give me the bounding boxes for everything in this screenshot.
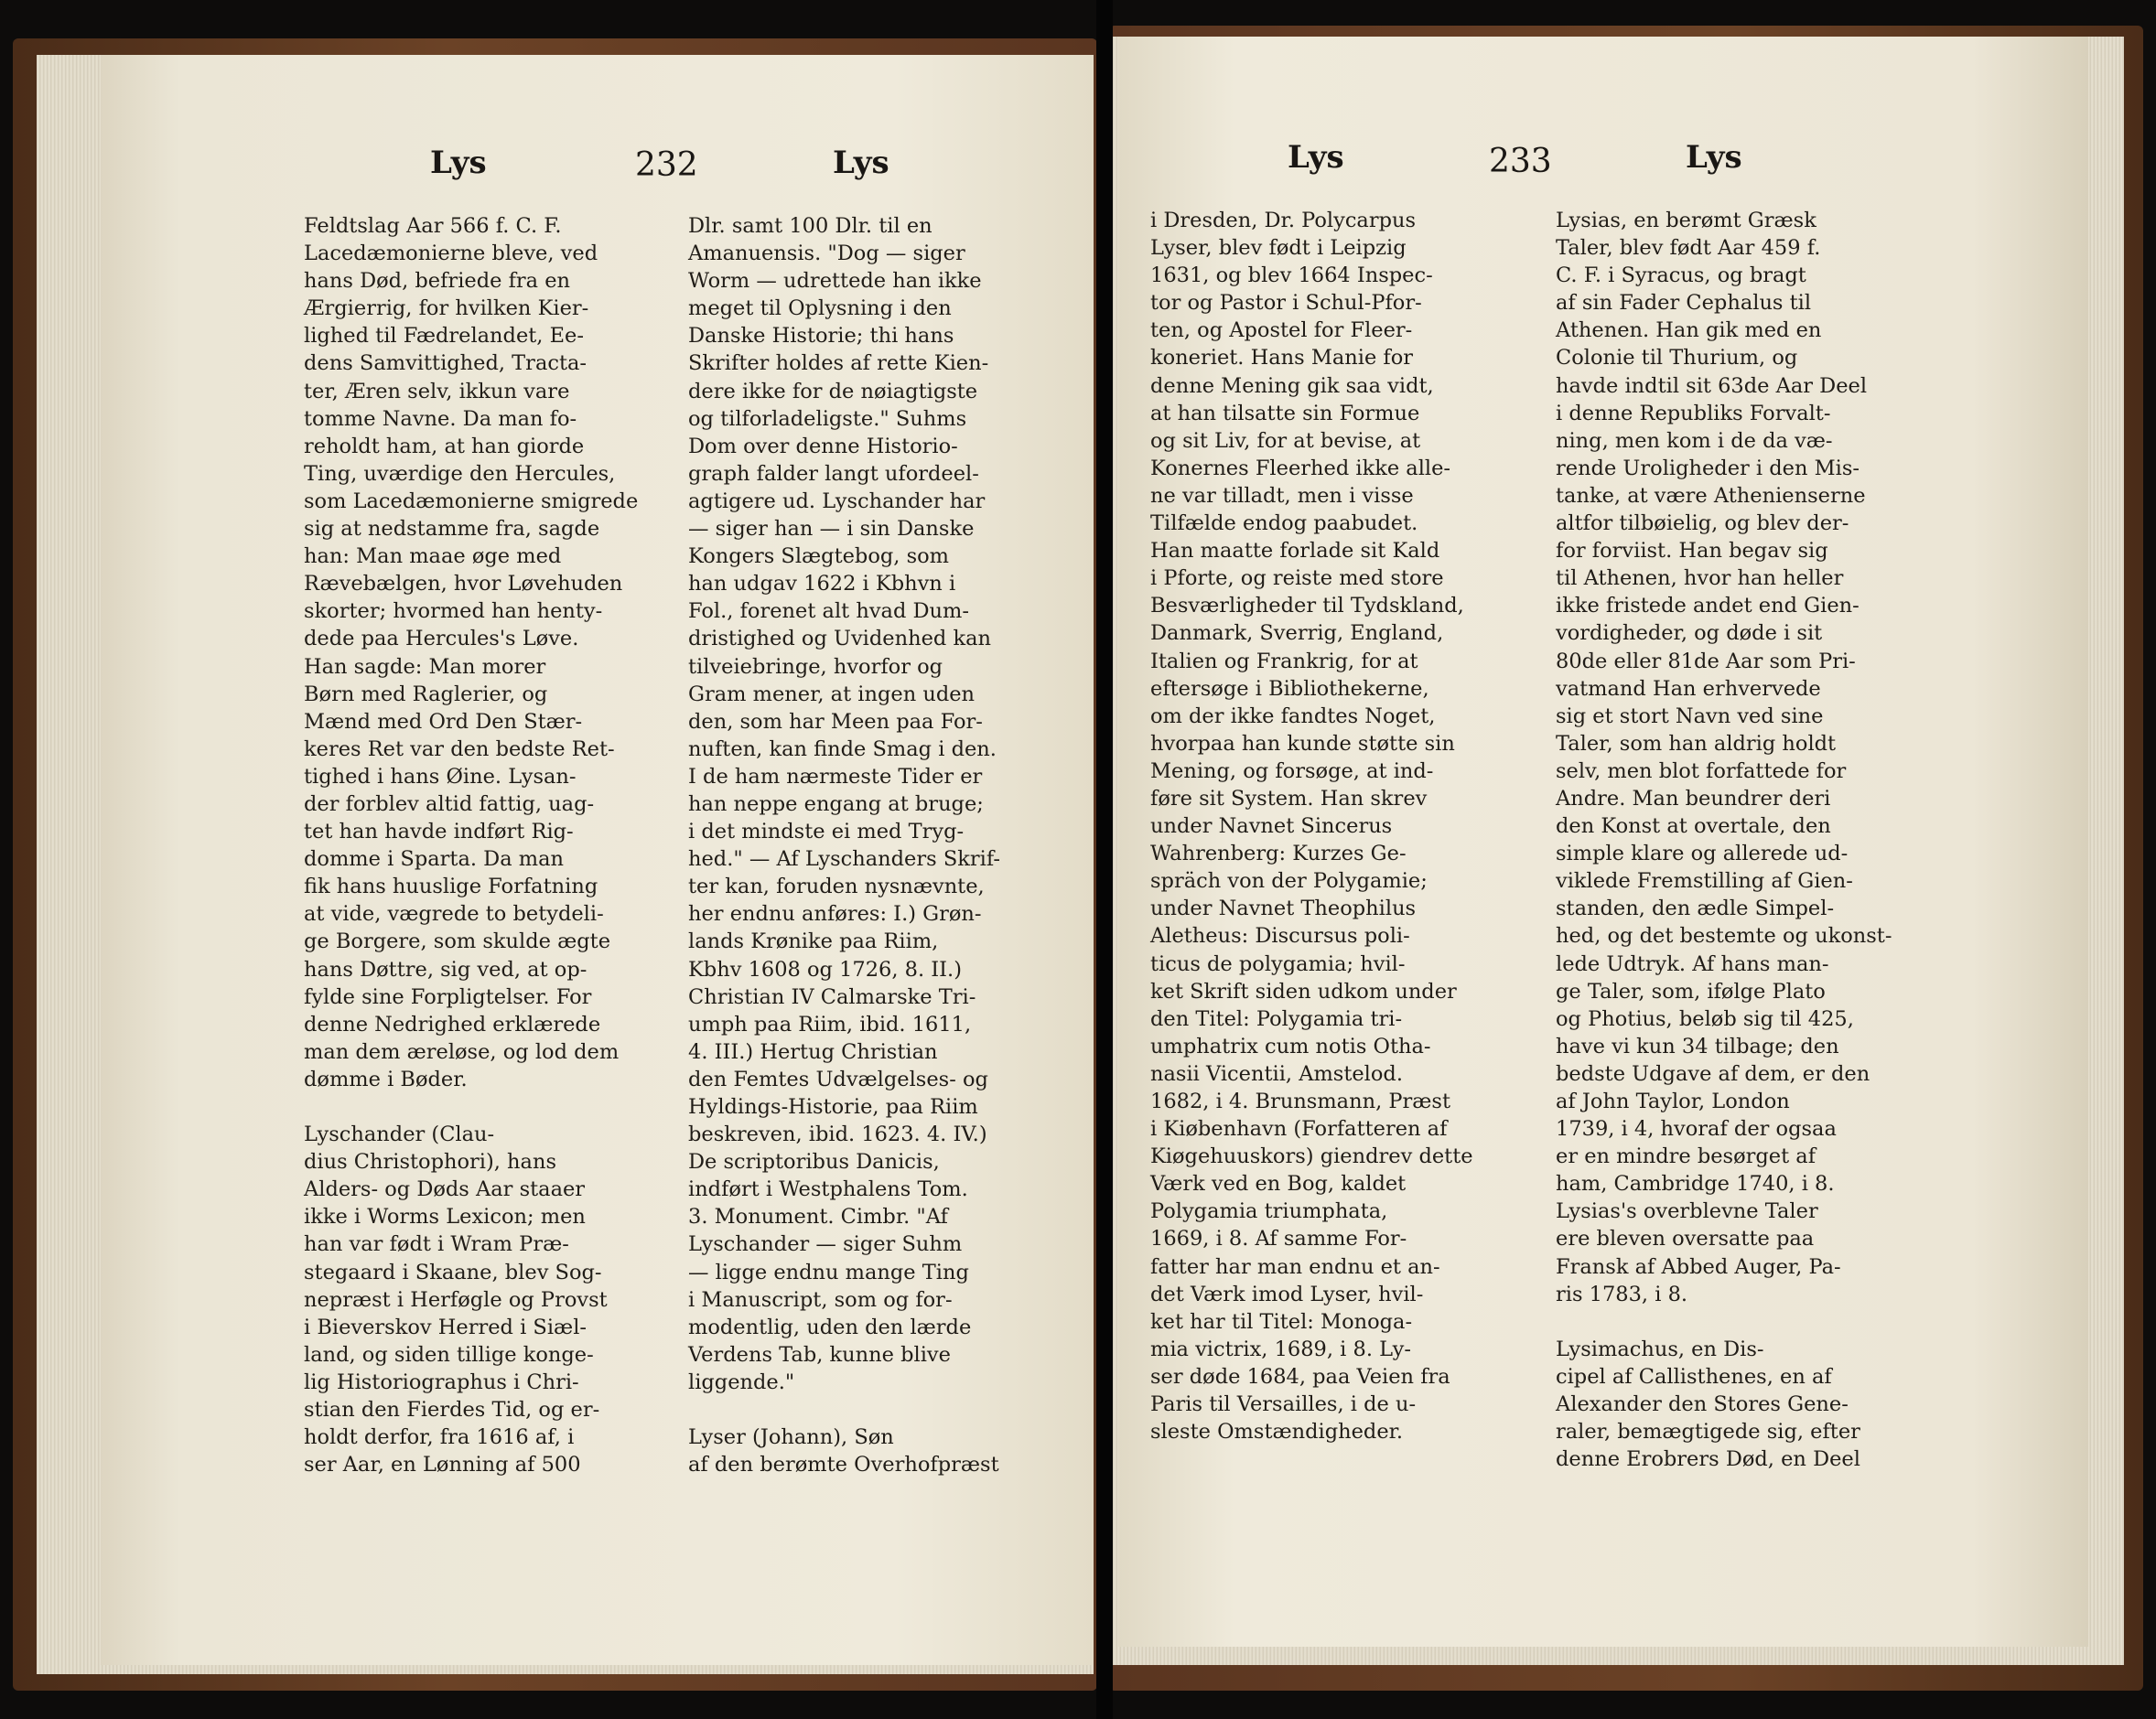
scan-divider bbox=[1096, 0, 1113, 1719]
text-line: lands Krønike paa Riim, bbox=[688, 929, 939, 954]
text-line: Værk ved en Bog, kaldet bbox=[1150, 1172, 1407, 1197]
text-line: Danske Historie; thi hans bbox=[688, 324, 954, 349]
text-line: Lysias, en berømt Græsk bbox=[1556, 209, 1816, 232]
text-line: domme i Sparta. Da man bbox=[304, 847, 565, 872]
text-line: Ærgierrig, for hvilken Kier- bbox=[304, 296, 589, 321]
text-line: er en mindre besørget af bbox=[1556, 1144, 1816, 1169]
text-line: land, og siden tillige konge- bbox=[304, 1342, 594, 1367]
text-line: og tilforladeligste." Suhms bbox=[688, 406, 967, 431]
text-line: Christian IV Calmarske Tri- bbox=[688, 984, 976, 1009]
text-line: Aletheus: Discursus poli- bbox=[1150, 924, 1410, 949]
text-line: meget til Oplysning i den bbox=[688, 296, 952, 321]
text-line: Rævebælgen, hvor Løvehuden bbox=[304, 572, 623, 596]
text-line: ket Skrift siden udkom under bbox=[1150, 979, 1457, 1004]
text-line: koneriet. Hans Manie for bbox=[1150, 346, 1414, 371]
text-line: Kiøgehuuskors) giendrev dette bbox=[1150, 1144, 1473, 1169]
text-line: agtigere ud. Lyschander har bbox=[688, 489, 986, 513]
text-line: modentlig, uden den lærde bbox=[688, 1315, 972, 1339]
text-line: tet han havde indført Rig- bbox=[304, 820, 574, 844]
text-line: tilveiebringe, hvorfor og bbox=[688, 654, 943, 679]
text-line: tomme Navne. Da man fo- bbox=[304, 406, 577, 431]
text-line: Ting, uværdige den Hercules, bbox=[304, 461, 616, 486]
text-line: reholdt ham, at han giorde bbox=[304, 434, 585, 458]
text-line: Børn med Raglerier, og bbox=[304, 682, 548, 706]
right-page-column-1 bbox=[1150, 207, 1473, 1445]
text-line: om der ikke fandtes Noget, bbox=[1150, 704, 1436, 728]
right-page bbox=[1118, 37, 2088, 1647]
right-page-header-right-word: Lys bbox=[1686, 139, 1742, 176]
text-line: for forviist. Han begav sig bbox=[1556, 539, 1828, 564]
text-line: at han tilsatte sin Formue bbox=[1150, 401, 1420, 425]
text-line: — siger han — i sin Danske bbox=[688, 517, 975, 542]
left-page-header-right-word: Lys bbox=[833, 145, 889, 181]
text-line: af John Taylor, London bbox=[1556, 1090, 1790, 1113]
text-line: dere ikke for de nøiagtigste bbox=[688, 379, 978, 403]
text-line: have vi kun 34 tilbage; den bbox=[1556, 1034, 1839, 1058]
text-line: i denne Republiks Forvalt- bbox=[1556, 401, 1831, 425]
text-line: Italien og Frankrig, for at bbox=[1150, 649, 1418, 673]
text-line: i Bieverskov Herred i Siæl- bbox=[304, 1315, 587, 1339]
right-page-number: 233 bbox=[1489, 143, 1552, 180]
text-line: den Titel: Polygamia tri- bbox=[1150, 1006, 1403, 1031]
text-line: han neppe engang at bruge; bbox=[688, 791, 984, 816]
text-line: den, som har Meen paa For- bbox=[688, 709, 983, 734]
text-line: 1682, i 4. Brunsmann, Præst bbox=[1150, 1090, 1451, 1113]
text-line: Athenen. Han gik med en bbox=[1556, 318, 1822, 343]
text-line: mia victrix, 1689, i 8. Ly- bbox=[1150, 1337, 1411, 1361]
text-line: Konernes Fleerhed ikke alle- bbox=[1150, 456, 1451, 480]
text-line: nuften, kan finde Smag i den. bbox=[688, 736, 997, 761]
text-line: Mænd med Ord Den Stær- bbox=[304, 709, 583, 734]
text-line: raler, bemægtigede sig, efter bbox=[1556, 1420, 1860, 1445]
text-line: i det mindste ei med Tryg- bbox=[688, 820, 965, 844]
right-page-header-left-word: Lys bbox=[1288, 139, 1344, 176]
text-line: af den berømte Overhofpræst bbox=[688, 1453, 999, 1477]
text-line: Taler, blev født Aar 459 f. bbox=[1556, 236, 1821, 261]
text-line: den Femtes Udvælgelses- og bbox=[688, 1067, 988, 1091]
text-line: Gram mener, at ingen uden bbox=[688, 682, 976, 706]
text-line: det Værk imod Lyser, hvil- bbox=[1150, 1282, 1424, 1306]
text-line: her endnu anføres: I.) Grøn- bbox=[688, 902, 982, 927]
text-line: tor og Pastor i Schul-Pfor- bbox=[1150, 291, 1422, 316]
text-line: ham, Cambridge 1740, i 8. bbox=[1556, 1172, 1835, 1197]
text-line: 1669, i 8. Af samme For- bbox=[1150, 1227, 1407, 1252]
text-line: ten, og Apostel for Fleer- bbox=[1150, 318, 1413, 343]
text-line: han udgav 1622 i Kbhvn i bbox=[688, 572, 956, 596]
text-line: Alders- og Døds Aar staaer bbox=[304, 1177, 586, 1202]
text-line: spräch von der Polygamie; bbox=[1150, 869, 1428, 894]
text-line: Tilfælde endog paabudet. bbox=[1150, 511, 1418, 536]
text-line: den Konst at overtale, den bbox=[1556, 814, 1831, 839]
text-line: 1739, i 4, hvoraf der ogsaa bbox=[1556, 1117, 1837, 1142]
text-line: dristighed og Uvidenhed kan bbox=[688, 627, 991, 651]
text-line: stegaard i Skaane, blev Sog- bbox=[304, 1260, 602, 1284]
text-line: Han maatte forlade sit Kald bbox=[1150, 539, 1440, 564]
text-line: ikke fristede andet end Gien- bbox=[1556, 594, 1860, 618]
text-line: ser Aar, en Lønning af 500 bbox=[304, 1453, 581, 1477]
text-line: sig et stort Navn ved sine bbox=[1556, 704, 1824, 728]
text-line: graph falder langt ufordeel- bbox=[688, 461, 979, 486]
text-line: ter kan, foruden nysnævnte, bbox=[688, 875, 985, 899]
text-line: dømme i Bøder. bbox=[304, 1067, 468, 1091]
text-line: cipel af Callisthenes, en af bbox=[1556, 1364, 1832, 1389]
text-line: umph paa Riim, ibid. 1611, bbox=[688, 1012, 972, 1037]
text-line: vatmand Han erhvervede bbox=[1556, 676, 1821, 701]
text-line: Fol., forenet alt hvad Dum- bbox=[688, 599, 969, 624]
text-line: tanke, at være Athenienserne bbox=[1556, 483, 1866, 508]
text-line: hed, og det bestemte og ukonst- bbox=[1556, 924, 1892, 949]
text-line: i Dresden, Dr. Polycarpus bbox=[1150, 209, 1417, 232]
text-line: Skrifter holdes af rette Kien- bbox=[688, 351, 989, 376]
text-line: C. F. i Syracus, og bragt bbox=[1556, 263, 1806, 288]
text-line: og sit Liv, for at bevise, at bbox=[1150, 428, 1421, 453]
text-line: sleste Omstændigheder. bbox=[1150, 1420, 1404, 1445]
text-line: 1631, og blev 1664 Inspec- bbox=[1150, 263, 1433, 288]
text-line: af sin Fader Cephalus til bbox=[1556, 291, 1812, 316]
text-line: fik hans huuslige Forfatning bbox=[304, 875, 598, 899]
text-line: standen, den ædle Simpel- bbox=[1556, 897, 1835, 921]
text-line: i Pforte, og reiste med store bbox=[1150, 566, 1444, 591]
left-page-column-1 bbox=[304, 212, 638, 1478]
text-line: vordigheder, og døde i sit bbox=[1556, 621, 1823, 646]
text-line: i Kiøbenhavn (Forfatteren af bbox=[1150, 1117, 1448, 1142]
text-line: lighed til Fædrelandet, Ee- bbox=[304, 324, 584, 349]
text-line: lede Udtryk. Af hans man- bbox=[1556, 951, 1829, 976]
text-line: ikke i Worms Lexicon; men bbox=[304, 1205, 586, 1230]
text-line: 80de eller 81de Aar som Pri- bbox=[1556, 649, 1856, 673]
text-line: Hyldings-Historie, paa Riim bbox=[688, 1095, 978, 1119]
text-line: Taler, som han aldrig holdt bbox=[1556, 731, 1837, 756]
text-line: denne Mening gik saa vidt, bbox=[1150, 373, 1434, 398]
left-page-header-left-word: Lys bbox=[430, 145, 487, 181]
text-line: dens Samvittighed, Tracta- bbox=[304, 351, 588, 376]
text-line: skorter; hvormed han henty- bbox=[304, 599, 603, 624]
text-line: ne var tilladt, men i visse bbox=[1150, 483, 1414, 508]
text-line: tighed i hans Øine. Lysan- bbox=[304, 764, 577, 789]
text-line: Lyser (Johann), Søn bbox=[688, 1425, 894, 1450]
text-line: selv, men blot forfattede for bbox=[1556, 758, 1847, 783]
right-page-column-2 bbox=[1556, 207, 1892, 1473]
text-line: rende Uroligheder i den Mis- bbox=[1556, 456, 1860, 480]
text-line: dius Christophori), hans bbox=[304, 1150, 556, 1175]
text-line: Andre. Man beundrer deri bbox=[1556, 786, 1831, 811]
text-line bbox=[304, 1093, 638, 1121]
text-line: Lyser, blev født i Leipzig bbox=[1150, 236, 1407, 261]
left-page-number: 232 bbox=[635, 146, 698, 184]
text-line: Mening, og forsøge, at ind- bbox=[1150, 758, 1434, 783]
text-line: fatter har man endnu et an- bbox=[1150, 1254, 1440, 1279]
text-line: under Navnet Theophilus bbox=[1150, 897, 1417, 921]
text-line: Dom over denne Historio- bbox=[688, 434, 958, 458]
text-line: Verdens Tab, kunne blive bbox=[688, 1342, 951, 1367]
text-line: holdt derfor, fra 1616 af, i bbox=[304, 1425, 575, 1450]
text-line: Paris til Versailles, i de u- bbox=[1150, 1392, 1417, 1417]
text-line: ket har til Titel: Monoga- bbox=[1150, 1309, 1413, 1334]
text-line: Kongers Slægtebog, som bbox=[688, 544, 950, 569]
text-line: simple klare og allerede ud- bbox=[1556, 842, 1849, 866]
text-line: ge Taler, som, ifølge Plato bbox=[1556, 979, 1826, 1004]
text-line: denne Erobrers Død, en Deel bbox=[1556, 1447, 1860, 1472]
text-line: havde indtil sit 63de Aar Deel bbox=[1556, 373, 1868, 398]
text-line: Lysimachus, en Dis- bbox=[1556, 1337, 1764, 1361]
text-line: Han sagde: Man morer bbox=[304, 654, 546, 679]
text-line: Dlr. samt 100 Dlr. til en bbox=[688, 214, 932, 238]
text-line: ris 1783, i 8. bbox=[1556, 1282, 1688, 1306]
text-line: ser døde 1684, paa Veien fra bbox=[1150, 1364, 1450, 1389]
text-line: Feldtslag Aar 566 f. C. F. bbox=[304, 214, 562, 238]
text-line: Danmark, Sverrig, England, bbox=[1150, 621, 1444, 646]
text-line: Wahrenberg: Kurzes Ge- bbox=[1150, 842, 1407, 866]
text-line: liggende." bbox=[688, 1370, 795, 1394]
text-line: som Lacedæmonierne smigrede bbox=[304, 489, 639, 513]
text-line: Worm — udrettede han ikke bbox=[688, 269, 982, 294]
text-line bbox=[688, 1396, 1000, 1424]
text-line: umphatrix cum notis Otha- bbox=[1150, 1034, 1431, 1058]
text-line: Fransk af Abbed Auger, Pa- bbox=[1556, 1254, 1841, 1279]
text-line: ere bleven oversatte paa bbox=[1556, 1227, 1815, 1252]
text-line: Kbhv 1608 og 1726, 8. II.) bbox=[688, 957, 962, 982]
text-line: føre sit System. Han skrev bbox=[1150, 786, 1428, 811]
text-line: I de ham nærmeste Tider er bbox=[688, 764, 983, 789]
left-page bbox=[101, 55, 1094, 1665]
text-line: dede paa Hercules's Løve. bbox=[304, 627, 579, 651]
text-line: hans Død, befriede fra en bbox=[304, 269, 571, 294]
text-line: 3. Monument. Cimbr. "Af bbox=[688, 1205, 948, 1230]
text-line: han var født i Wram Præ- bbox=[304, 1232, 569, 1257]
text-line: lig Historiographus i Chri- bbox=[304, 1370, 579, 1394]
text-line: i Manuscript, som og for- bbox=[688, 1287, 953, 1312]
text-line: denne Nedrighed erklærede bbox=[304, 1012, 601, 1037]
text-line: hed." — Af Lyschanders Skrif- bbox=[688, 847, 1000, 872]
text-line: Alexander den Stores Gene- bbox=[1556, 1392, 1849, 1417]
left-page-column-2 bbox=[688, 212, 1000, 1478]
text-line: viklede Fremstilling af Gien- bbox=[1556, 869, 1853, 894]
text-line: indført i Westphalens Tom. bbox=[688, 1177, 968, 1202]
text-line: ticus de polygamia; hvil- bbox=[1150, 951, 1406, 976]
text-line: Lyschander (Clau- bbox=[304, 1123, 495, 1147]
text-line: sig at nedstamme fra, sagde bbox=[304, 517, 600, 542]
text-line: nepræst i Herføgle og Provst bbox=[304, 1287, 608, 1312]
text-line: ter, Æren selv, ikkun vare bbox=[304, 379, 570, 403]
text-line: — ligge endnu mange Ting bbox=[688, 1260, 969, 1284]
text-line: De scriptoribus Danicis, bbox=[688, 1150, 940, 1175]
text-line: 4. III.) Hertug Christian bbox=[688, 1039, 938, 1064]
text-line: Colonie til Thurium, og bbox=[1556, 346, 1798, 371]
text-line: keres Ret var den bedste Ret- bbox=[304, 736, 615, 761]
text-line: til Athenen, hvor han heller bbox=[1556, 566, 1844, 591]
text-line: der forblev altid fattig, uag- bbox=[304, 791, 595, 816]
text-line: under Navnet Sincerus bbox=[1150, 814, 1393, 839]
text-line: bedste Udgave af dem, er den bbox=[1556, 1061, 1870, 1086]
text-line: Lacedæmonierne bleve, ved bbox=[304, 242, 598, 266]
text-line: stian den Fierdes Tid, og er- bbox=[304, 1398, 600, 1423]
text-line: Besværligheder til Tydskland, bbox=[1150, 594, 1464, 618]
text-line: hans Døttre, sig ved, at op- bbox=[304, 957, 588, 982]
text-line: fylde sine Forpligtelser. For bbox=[304, 984, 592, 1009]
text-line: Amanuensis. "Dog — siger bbox=[688, 242, 965, 266]
text-line: ning, men kom i de da væ- bbox=[1556, 428, 1833, 453]
text-line: Polygamia triumphata, bbox=[1150, 1199, 1388, 1224]
text-line: nasii Vicentii, Amstelod. bbox=[1150, 1061, 1403, 1086]
text-line: han: Man maae øge med bbox=[304, 544, 562, 569]
text-line: ge Borgere, som skulde ægte bbox=[304, 929, 611, 954]
text-line: eftersøge i Bibliothekerne, bbox=[1150, 676, 1429, 701]
text-line: Lysias's overblevne Taler bbox=[1556, 1199, 1818, 1224]
text-line: og Photius, beløb sig til 425, bbox=[1556, 1006, 1854, 1031]
text-line: altfor tilbøielig, og blev der- bbox=[1556, 511, 1849, 536]
text-line: beskreven, ibid. 1623. 4. IV.) bbox=[688, 1123, 987, 1147]
text-line: hvorpaa han kunde støtte sin bbox=[1150, 731, 1455, 756]
text-line: man dem æreløse, og lod dem bbox=[304, 1039, 620, 1064]
text-line: Lyschander — siger Suhm bbox=[688, 1232, 963, 1257]
text-line: at vide, vægrede to betydeli- bbox=[304, 902, 604, 927]
text-line bbox=[1556, 1308, 1892, 1336]
